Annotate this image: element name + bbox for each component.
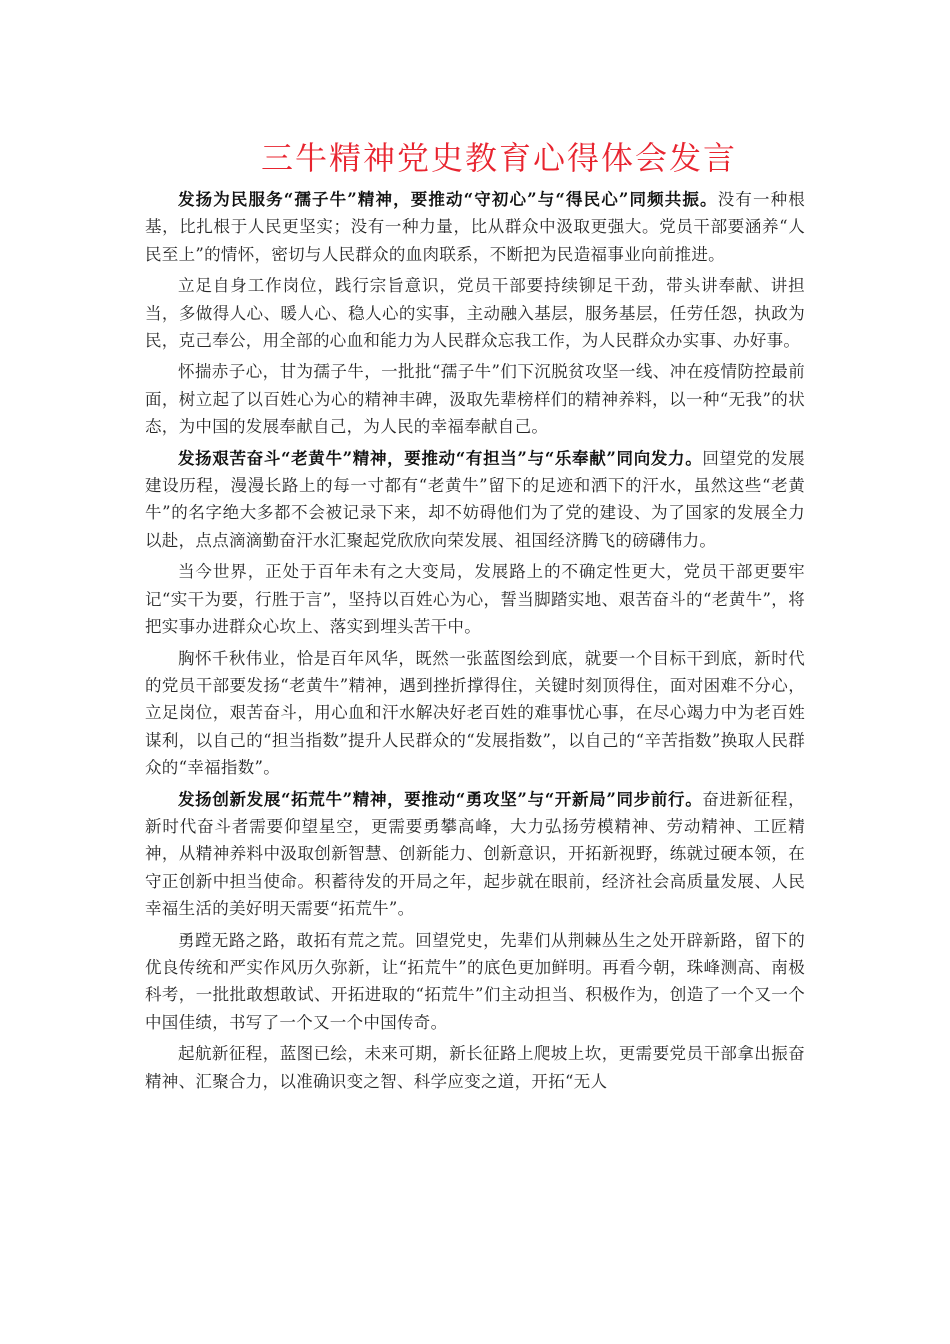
paragraph-1 (145, 186, 805, 268)
paragraph-9 (145, 1040, 805, 1095)
paragraph-6 (145, 645, 805, 782)
paragraph-lead: 发扬为民服务“孺子牛”精神，要推动“守初心”与“得民心”同频共振。 (178, 190, 718, 209)
paragraph-text: 胸怀千秋伟业，恰是百年风华，既然一张蓝图绘到底，就要一个目标干到底，新时代的党员干部要发扬“老黄牛”精神，遇到挫折撑得住，关键时刻顶得住，面对困难不分心，立足岗位，艰苦奋斗，用心血和汗水解决好老百姓的难事忧心事，在尽心竭力中为老百姓谋利，以自己的“担当指数”提升人民群众的“发展指数”，以自己的“辛苦指数”换取人民群众的“幸福指数”。 (145, 648, 805, 778)
paragraph-text: 回望党的发展建设历程，漫漫长路上的每一寸都有“老黄牛”留下的足迹和洒下的汗水，虽然这些“老黄牛”的名字绝大多都不会被记录下来，却不妨碍他们为了党的建设、为了国家的发展全力以赴，点点滴滴勤奋汗水汇聚起党欣欣向荣发展、祖国经济腾飞的磅礴伟力。 (145, 448, 805, 550)
paragraph-lead: 发扬创新发展“拓荒牛”精神，要推动“勇攻坚”与“开新局”同步前行。 (178, 789, 703, 809)
paragraph-lead: 发扬艰苦奋斗“老黄牛”精神，要推动“有担当”与“乐奉献”同向发力。 (178, 448, 703, 468)
paragraph-text: 起航新征程，蓝图已绘，未来可期，新长征路上爬坡上坎，更需要党员干部拿出振奋精神、汇聚合力，以准确识变之智、科学应变之道，开拓“无人 (145, 1044, 805, 1091)
paragraph-text: 勇蹚无路之路，敢拓有荒之荒。回望党史，先辈们从荆棘丛生之处开辟新路，留下的优良传统和严实作风历久弥新，让“拓荒牛”的底色更加鲜明。再看今朝，珠峰测高、南极科考，一批批敢想敢试、开拓进取的“拓荒牛”们主动担当、积极作为，创造了一个又一个中国佳绩，书写了一个又一个中国传奇。 (145, 930, 805, 1032)
document-title: 三牛精神党史教育心得体会发言 (260, 139, 737, 177)
paragraph-7 (145, 786, 805, 923)
document-body (145, 186, 805, 1099)
paragraph-8 (145, 927, 805, 1037)
paragraph-text: 当今世界，正处于百年未有之大变局，发展路上的不确定性更大，党员干部更要牢记“实干为要，行胜于言”，坚持以百姓心为心，誓当脚踏实地、艰苦奋斗的“老黄牛”，将把实事办进群众心坎上、落实到埋头苦干中。 (145, 562, 805, 637)
paragraph-4 (145, 445, 805, 555)
paragraph-text: 奋进新征程，新时代奋斗者需要仰望星空，更需要勇攀高峰，大力弘扬劳模精神、劳动精神、工匠精神，从精神养料中汲取创新智慧、创新能力、创新意识，开拓新视野，练就过硬本领，在守正创新中担当使命。积蓄待发的开局之年，起步就在眼前，经济社会高质量发展、人民幸福生活的美好明天需要“拓荒牛”。 (145, 789, 805, 919)
paragraph-text: 怀揣赤子心，甘为孺子牛，一批批“孺子牛”们下沉脱贫攻坚一线、冲在疫情防控最前面，树立起了以百姓心为心的精神丰碑，汲取先辈榜样们的精神养料，以一种“无我”的状态，为中国的发展奉献自己，为人民的幸福奉献自己。 (145, 362, 805, 437)
paragraph-5 (145, 558, 805, 640)
paragraph-3 (145, 358, 805, 440)
paragraph-2 (145, 272, 805, 354)
paragraph-text: 立足自身工作岗位，践行宗旨意识，党员干部要持续铆足干劲，带头讲奉献、讲担当，多做得人心、暖人心、稳人心的实事，主动融入基层，服务基层，任劳任怨，执政为民，克己奉公，用全部的心血和能力为人民群众忘我工作，为人民群众办实事、办好事。 (145, 276, 805, 351)
paragraph-text: 没有一种根基，比扎根于人民更坚实；没有一种力量，比从群众中汲取更强大。党员干部要涵养“人民至上”的情怀，密切与人民群众的血肉联系，不断把为民造福事业向前推进。 (145, 190, 805, 264)
